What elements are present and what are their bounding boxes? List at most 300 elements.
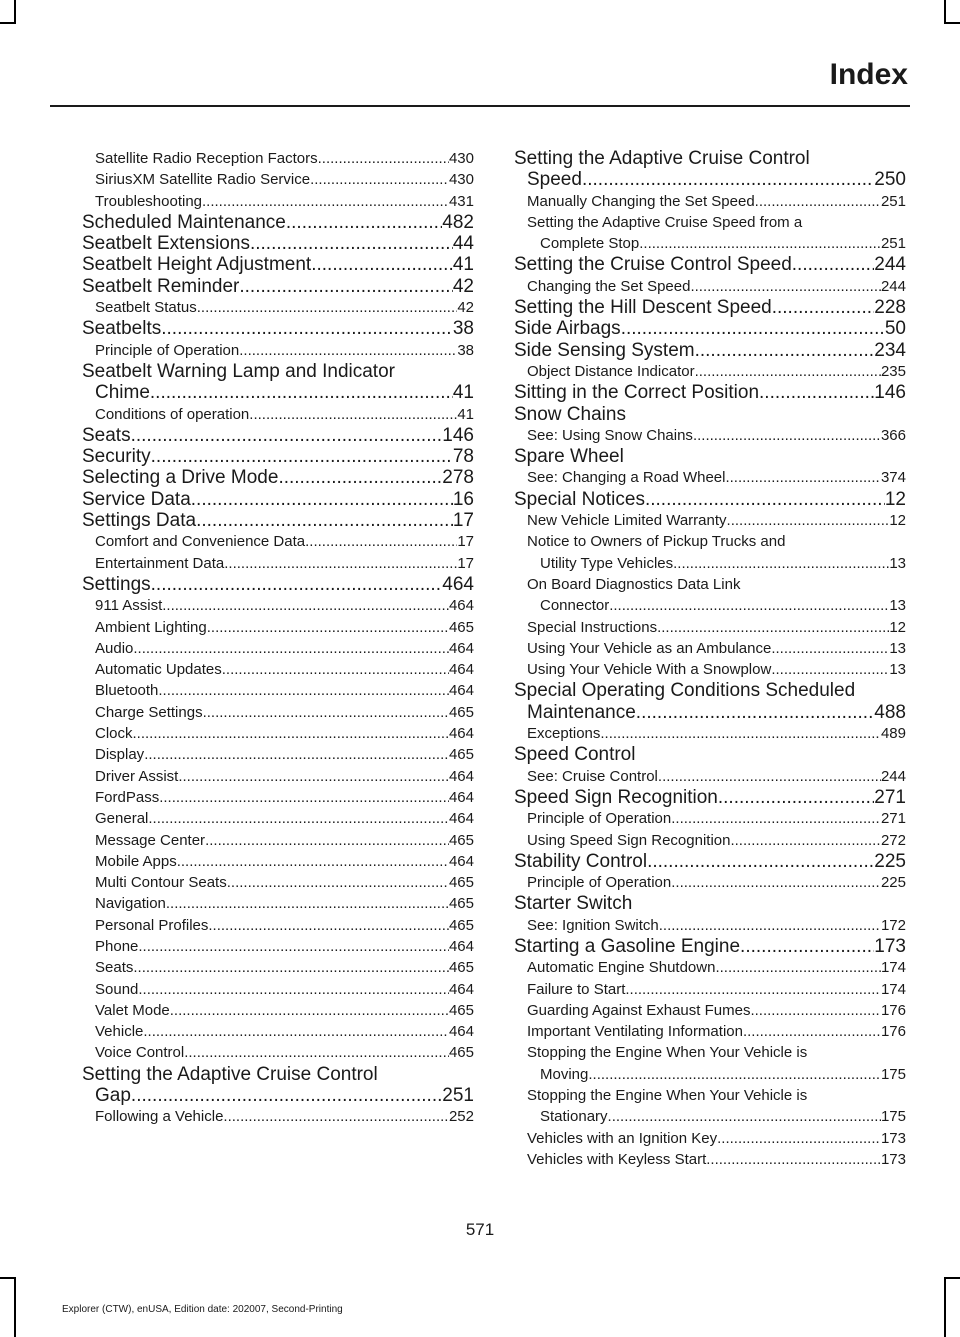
index-subentry — [82, 893, 474, 914]
page-ref: 244 — [880, 277, 906, 295]
page-ref: 482 — [442, 211, 474, 233]
entry-text: Using Your Vehicle With a Snowplow — [527, 661, 772, 679]
entry-text: Setting the Adaptive Cruise Control — [82, 1063, 378, 1085]
leader-dots — [196, 510, 453, 531]
index-column-left — [82, 148, 474, 1128]
entry-line — [527, 1106, 906, 1127]
entry-text: Personal Profiles — [95, 916, 209, 934]
entry-text: Mobile Apps — [95, 852, 177, 870]
index-entry — [82, 489, 474, 510]
page-number: 571 — [465, 1220, 495, 1239]
leader-dots — [148, 808, 449, 829]
leader-dots — [239, 276, 452, 297]
page-ref: 464 — [448, 639, 474, 657]
page-ref: 17 — [452, 510, 474, 532]
leader-dots — [771, 638, 889, 659]
leader-dots — [645, 489, 885, 510]
page-ref: 464 — [448, 725, 474, 743]
leader-dots — [717, 1128, 881, 1149]
index-subentry — [82, 744, 474, 765]
edition-footer: Explorer (CTW), enUSA, Edition date: 202007, Second-Printing — [62, 1304, 343, 1315]
leader-dots — [203, 702, 449, 723]
index-subentry — [514, 467, 906, 488]
entry-text: Gap — [95, 1085, 131, 1107]
index-subentry — [82, 851, 474, 872]
index-subentry — [82, 680, 474, 701]
index-subentry — [82, 1042, 474, 1063]
leader-dots — [191, 489, 453, 510]
leader-dots — [208, 915, 449, 936]
entry-text: Speed Sign Recognition — [514, 786, 718, 808]
page-ref: 12 — [889, 618, 906, 636]
index-subentry — [82, 617, 474, 638]
index-subentry — [82, 340, 474, 361]
page-ref: 174 — [880, 980, 906, 998]
entry-text: Following a Vehicle — [95, 1108, 224, 1126]
index-subentry — [514, 1021, 906, 1042]
entry-text: On Board Diagnostics Data Link — [527, 575, 741, 593]
leader-dots — [143, 1021, 449, 1042]
page-ref: 17 — [457, 554, 474, 572]
index-subentry — [82, 787, 474, 808]
leader-dots — [771, 659, 889, 680]
entry-text: Utility Type Vehicles — [540, 554, 674, 572]
leader-dots — [695, 361, 881, 382]
entry-text: Vehicle — [95, 1023, 144, 1041]
page-ref: 234 — [874, 339, 906, 361]
page-ref: 464 — [448, 1023, 474, 1041]
index-subentry — [514, 915, 906, 936]
page-ref: 38 — [452, 318, 474, 340]
entry-text: Principle of Operation — [527, 810, 672, 828]
entry-text: Seatbelt Height Adjustment — [82, 254, 312, 276]
index-entry — [82, 1064, 474, 1107]
leader-dots — [133, 957, 449, 978]
leader-dots — [609, 595, 889, 616]
entry-text: Seatbelts — [82, 318, 162, 340]
entry-text: Special Instructions — [527, 618, 658, 636]
leader-dots — [177, 851, 449, 872]
leader-dots — [743, 1021, 881, 1042]
entry-text: Side Airbags — [514, 318, 621, 340]
page-ref: 12 — [884, 488, 906, 510]
leader-dots — [621, 318, 885, 339]
entry-text: Seatbelt Extensions — [82, 233, 250, 255]
entry-line — [82, 382, 474, 403]
entry-text: Manually Changing the Set Speed — [527, 192, 755, 210]
entry-text: Guarding Against Exhaust Fumes — [527, 1001, 751, 1019]
index-subentry — [514, 276, 906, 297]
page-ref: 464 — [448, 810, 474, 828]
page-ref: 464 — [448, 852, 474, 870]
entry-text: Using Speed Sign Recognition — [527, 831, 731, 849]
leader-dots — [166, 893, 449, 914]
index-entry — [514, 936, 906, 957]
leader-dots — [207, 617, 449, 638]
page-ref: 225 — [874, 850, 906, 872]
entry-text: Side Sensing System — [514, 339, 695, 361]
entry-text: FordPass — [95, 788, 160, 806]
leader-dots — [671, 872, 881, 893]
entry-text: Object Distance Indicator — [527, 362, 695, 380]
entry-text: Moving — [540, 1065, 589, 1083]
index-entry — [82, 233, 474, 254]
crop-mark — [944, 22, 960, 24]
leader-dots — [318, 148, 449, 169]
entry-line — [527, 233, 906, 254]
index-subentry — [514, 212, 906, 255]
index-entry — [514, 489, 906, 510]
index-subentry — [82, 830, 474, 851]
entry-text: Speed — [527, 169, 582, 191]
leader-dots — [639, 233, 881, 254]
index-subentry — [82, 979, 474, 1000]
index-entry — [514, 680, 906, 723]
index-entry — [82, 361, 474, 404]
leader-dots — [138, 979, 449, 1000]
crop-mark — [0, 22, 16, 24]
entry-text: Selecting a Drive Mode — [82, 467, 279, 489]
index-entry — [82, 510, 474, 531]
page-ref: 176 — [880, 1023, 906, 1041]
entry-text: Seatbelt Reminder — [82, 275, 240, 297]
entry-text: Chime — [95, 382, 150, 404]
entry-text: Starting a Gasoline Engine — [514, 935, 741, 957]
leader-dots — [693, 425, 881, 446]
leader-dots — [278, 467, 442, 488]
index-subentry — [514, 425, 906, 446]
index-subentry — [514, 361, 906, 382]
leader-dots — [250, 233, 453, 254]
page-ref: 16 — [452, 488, 474, 510]
entry-text: Vehicles with an Ignition Key — [527, 1129, 718, 1147]
leader-dots — [727, 510, 890, 531]
leader-dots — [249, 404, 457, 425]
entry-text: Maintenance — [527, 701, 636, 723]
page-ref: 464 — [442, 573, 474, 595]
index-entry — [82, 276, 474, 297]
page-ref: 13 — [889, 554, 906, 572]
page-ref: 271 — [874, 786, 906, 808]
leader-dots — [138, 936, 449, 957]
page-ref: 172 — [880, 916, 906, 934]
leader-dots — [750, 1000, 881, 1021]
page-ref: 244 — [880, 767, 906, 785]
leader-dots — [150, 382, 453, 403]
page-ref: 430 — [448, 171, 474, 189]
index-subentry — [82, 169, 474, 190]
leader-dots — [695, 340, 875, 361]
leader-dots — [223, 1106, 449, 1127]
index-subentry — [82, 595, 474, 616]
page-ref: 173 — [880, 1150, 906, 1168]
leader-dots — [311, 254, 453, 275]
page-ref: 465 — [448, 746, 474, 764]
entry-text: Conditions of operation — [95, 405, 250, 423]
entry-text: Complete Stop — [540, 235, 640, 253]
leader-dots — [759, 382, 874, 403]
page-ref: 251 — [442, 1085, 474, 1107]
page-ref: 228 — [874, 297, 906, 319]
page-ref: 173 — [874, 935, 906, 957]
entry-text: Seats — [95, 959, 134, 977]
entry-text: Stopping the Engine When Your Vehicle is — [527, 1044, 808, 1062]
entry-text: Driver Assist — [95, 767, 179, 785]
index-subentry — [514, 1149, 906, 1170]
page-ref: 235 — [880, 362, 906, 380]
page-ref: 366 — [880, 426, 906, 444]
page-ref: 464 — [448, 597, 474, 615]
header-rule — [50, 105, 910, 107]
index-entry — [82, 254, 474, 275]
page-ref: 430 — [448, 150, 474, 167]
index-subentry — [514, 766, 906, 787]
page-ref: 42 — [452, 275, 474, 297]
index-heading: Snow Chains — [514, 403, 626, 425]
index-subentry — [514, 957, 906, 978]
index-subentry — [514, 872, 906, 893]
leader-dots — [659, 915, 881, 936]
index-subentry — [514, 1042, 906, 1085]
entry-text: Comfort and Convenience Data — [95, 533, 306, 551]
page-ref: 251 — [880, 235, 906, 253]
page-ref: 38 — [457, 341, 474, 359]
entry-text: Seatbelt Warning Lamp and Indicator — [82, 360, 395, 382]
page-ref: 465 — [448, 831, 474, 849]
leader-dots — [144, 744, 449, 765]
entry-line — [514, 702, 906, 723]
page-ref: 250 — [874, 169, 906, 191]
entry-text: Audio — [95, 639, 134, 657]
index-subentry — [514, 1085, 906, 1128]
index-subentry — [82, 1106, 474, 1127]
index-entry — [514, 787, 906, 808]
entry-text: Settings — [82, 573, 151, 595]
index-subentry — [82, 191, 474, 212]
entry-text: Scheduled Maintenance — [82, 211, 286, 233]
index-entry — [82, 425, 474, 446]
index-subentry — [514, 979, 906, 1000]
page-ref: 41 — [457, 405, 474, 423]
entry-text: Voice Control — [95, 1044, 185, 1062]
crop-mark — [0, 1277, 16, 1279]
leader-dots — [636, 702, 875, 723]
leader-dots — [151, 446, 453, 467]
page-ref: 44 — [452, 233, 474, 255]
index-subentry — [82, 872, 474, 893]
entry-text: Sound — [95, 980, 139, 998]
leader-dots — [286, 212, 442, 233]
page-ref: 465 — [448, 895, 474, 913]
page-ref: 41 — [452, 254, 474, 276]
index-subentry — [82, 766, 474, 787]
leader-dots — [725, 467, 881, 488]
page-ref: 13 — [889, 661, 906, 679]
entry-text: Ambient Lighting — [95, 618, 207, 636]
leader-dots — [170, 1000, 449, 1021]
index-subentry — [514, 830, 906, 851]
page-ref: 272 — [880, 831, 906, 849]
index-subentry — [82, 723, 474, 744]
page-ref: 12 — [889, 512, 906, 530]
leader-dots — [600, 723, 881, 744]
index-subentry — [82, 404, 474, 425]
entry-text: Phone — [95, 937, 139, 955]
crop-mark — [944, 1277, 946, 1337]
index-entry — [514, 148, 906, 191]
entry-text: See: Cruise Control — [527, 767, 658, 785]
index-subentry — [82, 808, 474, 829]
page-ref: 465 — [448, 1044, 474, 1062]
leader-dots — [671, 808, 881, 829]
leader-dots — [133, 638, 449, 659]
leader-dots — [151, 574, 443, 595]
leader-dots — [658, 766, 881, 787]
leader-dots — [222, 659, 449, 680]
leader-dots — [608, 1106, 881, 1127]
index-subentry — [82, 957, 474, 978]
entry-text: Charge Settings — [95, 703, 203, 721]
page-ref: 488 — [874, 701, 906, 723]
page-ref: 251 — [880, 192, 906, 210]
index-subentry — [514, 531, 906, 574]
index-heading: Spare Wheel — [514, 446, 624, 468]
page-title: Index — [829, 58, 908, 91]
entry-text: Display — [95, 746, 145, 764]
page-ref: 465 — [448, 703, 474, 721]
entry-text: Exceptions — [527, 725, 601, 743]
page-ref: 174 — [880, 959, 906, 977]
leader-dots — [706, 1149, 881, 1170]
entry-text: Multi Contour Seats — [95, 874, 227, 892]
entry-text: Troubleshooting — [95, 192, 203, 210]
leader-dots — [178, 766, 449, 787]
entry-text: Stability Control — [514, 850, 648, 872]
entry-text: Entertainment Data — [95, 554, 225, 572]
index-entry — [514, 318, 906, 339]
page-ref: 78 — [452, 446, 474, 468]
page-ref: 464 — [448, 661, 474, 679]
entry-text: Bluetooth — [95, 682, 159, 700]
leader-dots — [647, 851, 874, 872]
entry-text: Special Operating Conditions Scheduled — [514, 680, 856, 702]
leader-dots — [755, 191, 881, 212]
entry-text: Stationary — [540, 1108, 608, 1126]
index-entry — [514, 382, 906, 403]
entry-text: Sitting in the Correct Position — [514, 382, 760, 404]
entry-text: Vehicles with Keyless Start — [527, 1150, 707, 1168]
page-ref: 252 — [448, 1108, 474, 1126]
index-subentry — [82, 638, 474, 659]
leader-dots — [202, 191, 449, 212]
entry-text: General — [95, 810, 149, 828]
entry-text: Special Notices — [514, 488, 645, 510]
index-subentry — [82, 936, 474, 957]
leader-dots — [224, 553, 457, 574]
entry-text: Clock — [95, 725, 133, 743]
index-heading: Starter Switch — [514, 893, 633, 915]
page-ref: 464 — [448, 937, 474, 955]
leader-dots — [184, 1042, 449, 1063]
entry-text: Connector — [540, 597, 610, 615]
page-ref: 225 — [880, 874, 906, 892]
index-subentry — [514, 1000, 906, 1021]
entry-text: Service Data — [82, 488, 191, 510]
entry-text: Setting the Hill Descent Speed — [514, 297, 772, 319]
page-ref: 278 — [442, 467, 474, 489]
index-subentry — [82, 531, 474, 552]
leader-dots — [227, 872, 449, 893]
index-entry — [514, 340, 906, 361]
leader-dots — [133, 723, 449, 744]
page-ref: 431 — [448, 192, 474, 210]
entry-text: 911 Assist — [95, 597, 163, 615]
leader-dots — [625, 979, 881, 1000]
page-ref: 465 — [448, 916, 474, 934]
entry-text: Settings Data — [82, 510, 197, 532]
entry-text: Seats — [82, 424, 131, 446]
entry-text: Message Center — [95, 831, 206, 849]
leader-dots — [673, 553, 889, 574]
index-subentry — [514, 510, 906, 531]
leader-dots — [690, 276, 881, 297]
index-subentry — [82, 702, 474, 723]
page-ref: 173 — [880, 1129, 906, 1147]
index-subentry — [82, 1000, 474, 1021]
page-ref: 465 — [448, 959, 474, 977]
leader-dots — [158, 680, 449, 701]
index-subentry — [82, 915, 474, 936]
page-ref: 374 — [880, 469, 906, 487]
leader-dots — [657, 617, 889, 638]
entry-text: Automatic Updates — [95, 661, 222, 679]
page-ref: 41 — [452, 382, 474, 404]
leader-dots — [715, 957, 881, 978]
index-entry — [82, 318, 474, 339]
leader-dots — [588, 1064, 881, 1085]
leader-dots — [792, 254, 875, 275]
entry-text: Security — [82, 446, 151, 468]
entry-text: See: Using Snow Chains — [527, 426, 693, 444]
leader-dots — [239, 340, 457, 361]
index-subentry — [514, 659, 906, 680]
entry-text: Setting the Adaptive Cruise Speed from a — [527, 213, 803, 231]
page-ref: 176 — [880, 1001, 906, 1019]
index-entry — [82, 212, 474, 233]
page-ref: 464 — [448, 788, 474, 806]
page-ref: 465 — [448, 874, 474, 892]
entry-text: Failure to Start — [527, 980, 626, 998]
page-ref: 464 — [448, 682, 474, 700]
page-ref: 50 — [884, 318, 906, 340]
index-entry — [514, 254, 906, 275]
leader-dots — [131, 1085, 442, 1106]
leader-dots — [310, 169, 449, 190]
index-subentry — [82, 148, 474, 169]
entry-text: Automatic Engine Shutdown — [527, 959, 716, 977]
index-heading: Speed Control — [514, 744, 636, 766]
leader-dots — [718, 787, 874, 808]
leader-dots — [582, 169, 874, 190]
page-ref: 489 — [880, 725, 906, 743]
index-subentry — [514, 1128, 906, 1149]
leader-dots — [740, 936, 874, 957]
page-ref: 465 — [448, 618, 474, 636]
index-column-right — [514, 148, 906, 1170]
index-entry — [82, 446, 474, 467]
entry-text: New Vehicle Limited Warranty — [527, 512, 727, 530]
entry-line — [82, 1085, 474, 1106]
